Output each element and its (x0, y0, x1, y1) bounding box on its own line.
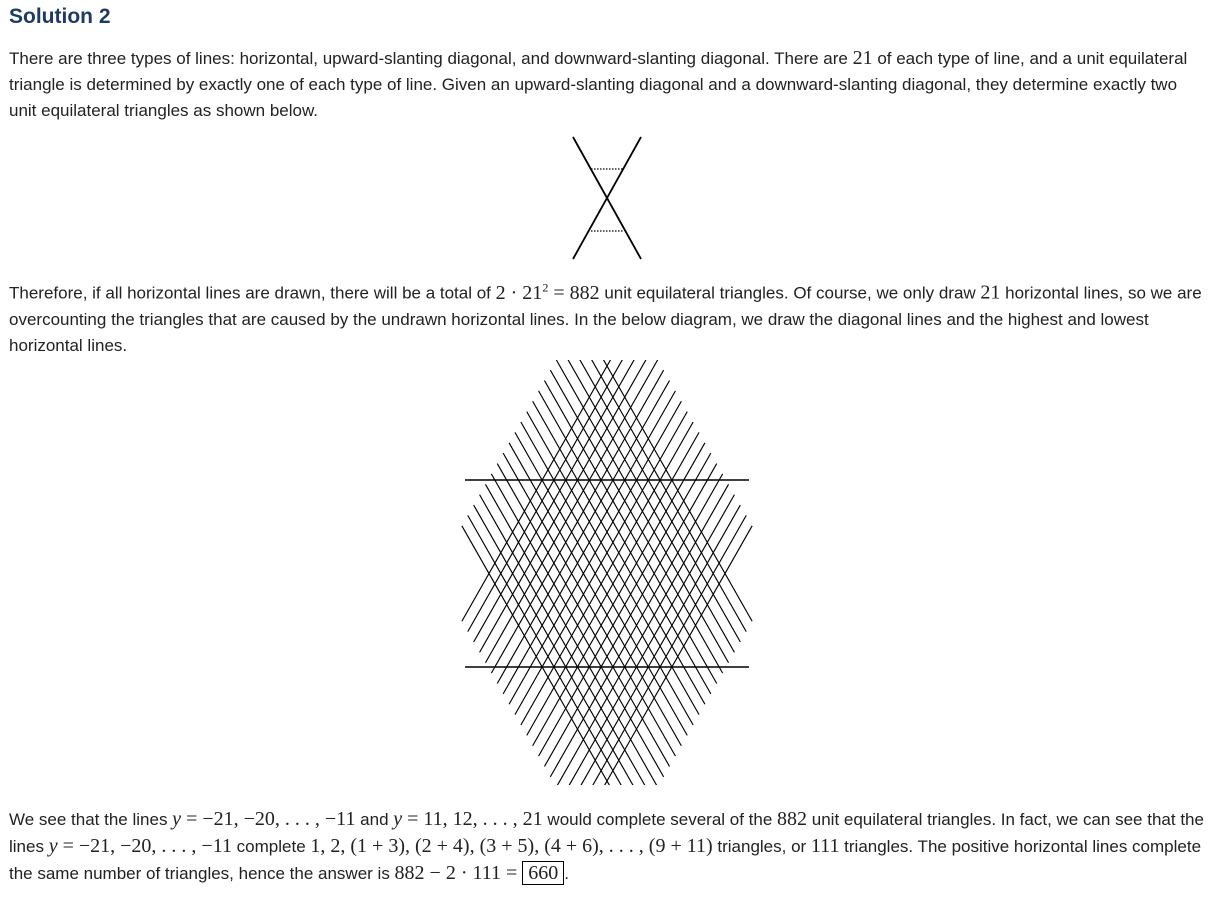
answer-box: 660 (522, 861, 564, 885)
up-diagonal-line (562, 495, 734, 785)
up-diagonal-line (468, 360, 640, 632)
down-diagonal-line (562, 360, 734, 652)
down-diagonal-line (480, 495, 652, 785)
down-diagonal-line (468, 515, 640, 785)
up-diagonal-line (574, 515, 746, 785)
solution-heading: Solution 2 (9, 5, 111, 28)
paragraph-total-count: Therefore, if all horizontal lines are drawn, there will be a total of $2 \cdot 21^2 = 882$ unit equilateral triangles. Of course, we only draw 21 horizontal lines, so we are overcounting the triangles that are caused by the undrawn horizontal lines. In the below diagram, we draw the diagonal lines and the highest and lowest horizontal lines. (9, 280, 1202, 355)
paragraph-conclusion: We see that the lines y = −21, −20, . . . , −11 and y = 11, 12, . . . , 21 would complete several of the 882 unit equilateral triangles. In fact, we can see that the lines y = −21, −20, . . . , −11 complete 1, 2, (1 + 3), (2 + 4), (3 + 5), (4 + 6), . . . , (9 + 11) triangles, or 111 triangles. The positive horizontal lines complete the same number of triangles, hence the answer is 882 − 2 · 111 = 660 . (9, 808, 1204, 884)
down-diagonal-line (474, 505, 646, 785)
diagonal-lattice-figure (460, 360, 755, 785)
down-diagonal-line (568, 360, 740, 642)
up-diagonal-line (568, 505, 740, 785)
up-diagonal-line (474, 360, 646, 642)
paragraph-line-types: There are three types of lines: horizontal, upward-slanting diagonal, and downward-slanting diagonal. There are 21 of each type of line, and a unit equilateral triangle is determined by exactly one of each type of line. Given an upward-slanting diagonal and a downward-slanting diagonal, they determine exactly two unit equilateral triangles as shown below. (9, 47, 1188, 120)
two-diagonals-figure (565, 133, 649, 263)
up-diagonal-line (480, 360, 652, 652)
down-diagonal-line (574, 360, 746, 632)
